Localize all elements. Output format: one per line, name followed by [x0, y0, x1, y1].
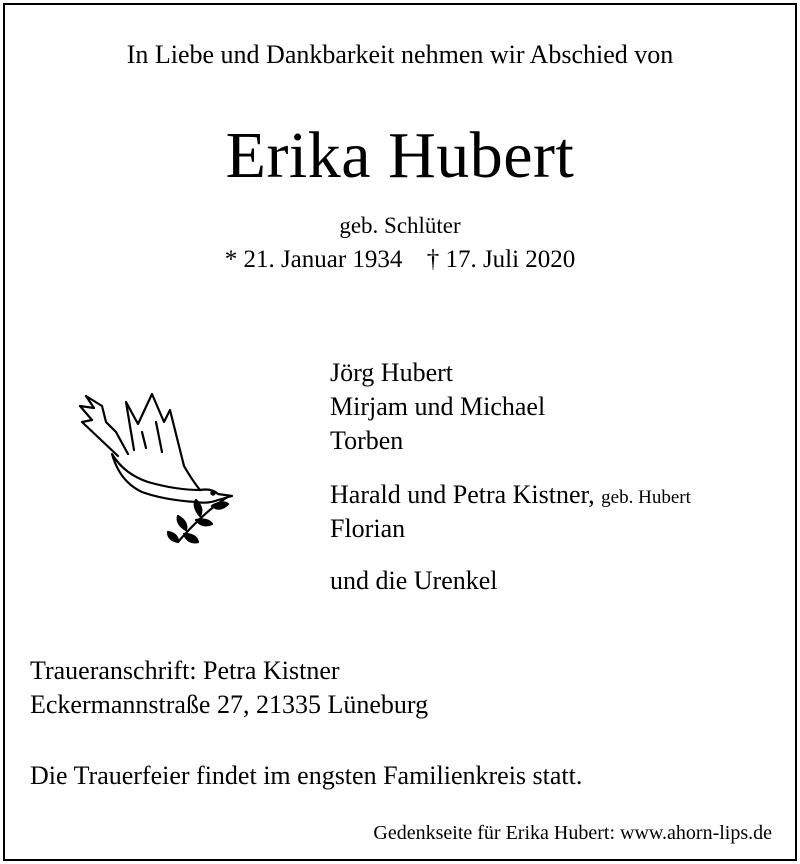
family-member-4-name: Harald und Petra Kistner,	[330, 480, 595, 509]
ceremony-text: Die Trauerfeier findet im engsten Familienkreis statt.	[30, 761, 583, 790]
family-member-5: Florian	[330, 514, 406, 543]
birth-name: geb. Schlüter	[339, 213, 461, 238]
family-member-1: Jörg Hubert	[330, 358, 454, 387]
family-member-4	[330, 480, 691, 510]
family-urenkel: und die Urenkel	[330, 566, 498, 595]
deceased-name: Erika Hubert	[225, 119, 575, 192]
birth-date: * 21. Januar 1934	[224, 246, 403, 273]
address-line-2: Eckermannstraße 27, 21335 Lüneburg	[30, 690, 429, 719]
dove-icon	[72, 392, 242, 552]
family-member-3: Torben	[330, 426, 404, 455]
memorial-page-link[interactable]: Gedenkseite für Erika Hubert: www.ahorn-lips.de	[373, 822, 772, 844]
death-date: † 17. Juli 2020	[426, 246, 576, 273]
family-member-2: Mirjam und Michael	[330, 392, 546, 421]
address-line-1: Traueranschrift: Petra Kistner	[30, 656, 340, 685]
intro-text: In Liebe und Dankbarkeit nehmen wir Abschied von	[126, 40, 674, 69]
family-member-4-note: geb. Hubert	[601, 487, 691, 508]
life-dates	[0, 246, 800, 274]
